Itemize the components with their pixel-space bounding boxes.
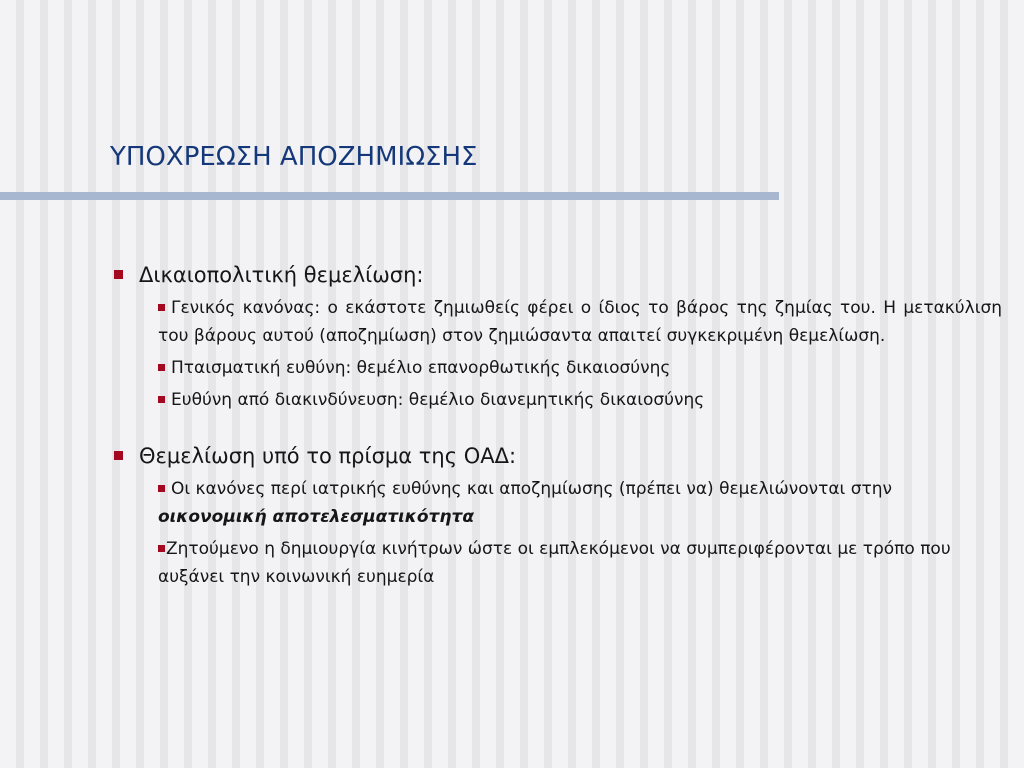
square-bullet-icon	[114, 270, 123, 279]
title-underline	[0, 192, 779, 200]
square-bullet-icon	[158, 545, 165, 552]
section-heading	[112, 258, 1002, 292]
section-heading-text: Θεμελίωση υπό το πρίσμα της ΟΑΔ:	[139, 444, 517, 468]
emphasized-term: οικονομική αποτελεσματικότητα	[158, 507, 475, 527]
sub-bullet-item	[158, 535, 1002, 591]
sub-bullet-list	[158, 294, 1002, 414]
square-bullet-icon	[114, 451, 123, 460]
sub-bullet-text: Γενικός κανόνας: ο εκάστοτε ζημιωθείς φέρει ο ίδιος το βάρος της ζημίας του. Η μετακύλιση του βάρους αυτού (αποζημίωση) στον ζημιώσαντα απαιτεί συγκεκριμένη θεμελίωση.	[158, 298, 1002, 346]
section-heading-text: Δικαιοπολιτική θεμελίωση:	[139, 263, 424, 287]
slide-content	[112, 258, 1002, 595]
sub-bullet-item	[158, 354, 1002, 382]
sub-bullet-item	[158, 294, 1002, 350]
square-bullet-icon	[158, 396, 165, 403]
sub-bullet-text: Ζητούμενο η δημιουργία κινήτρων ώστε οι εμπλεκόμενοι να συμπεριφέρονται με τρόπο που αυξάνει την κοινωνική ευημερία	[158, 539, 951, 587]
square-bullet-icon	[158, 485, 165, 492]
sub-bullet-list	[158, 475, 1002, 591]
section-heading	[112, 439, 1002, 473]
square-bullet-icon	[158, 364, 165, 371]
square-bullet-icon	[158, 304, 165, 311]
sub-bullet-text: Ευθύνη από διακινδύνευση: θεμέλιο διανεμητικής δικαιοσύνης	[171, 390, 705, 410]
sub-bullet-item	[158, 475, 1002, 531]
sub-bullet-item	[158, 386, 1002, 414]
sub-bullet-text: Οι κανόνες περί ιατρικής ευθύνης και αποζημίωσης (πρέπει να) θεμελιώνονται στην	[171, 479, 892, 499]
sub-bullet-text: Πταισματική ευθύνη: θεμέλιο επανορθωτικής δικαιοσύνης	[171, 358, 671, 378]
slide-title: ΥΠΟΧΡΕΩΣΗ ΑΠΟΖΗΜΙΩΣΗΣ	[110, 142, 478, 172]
